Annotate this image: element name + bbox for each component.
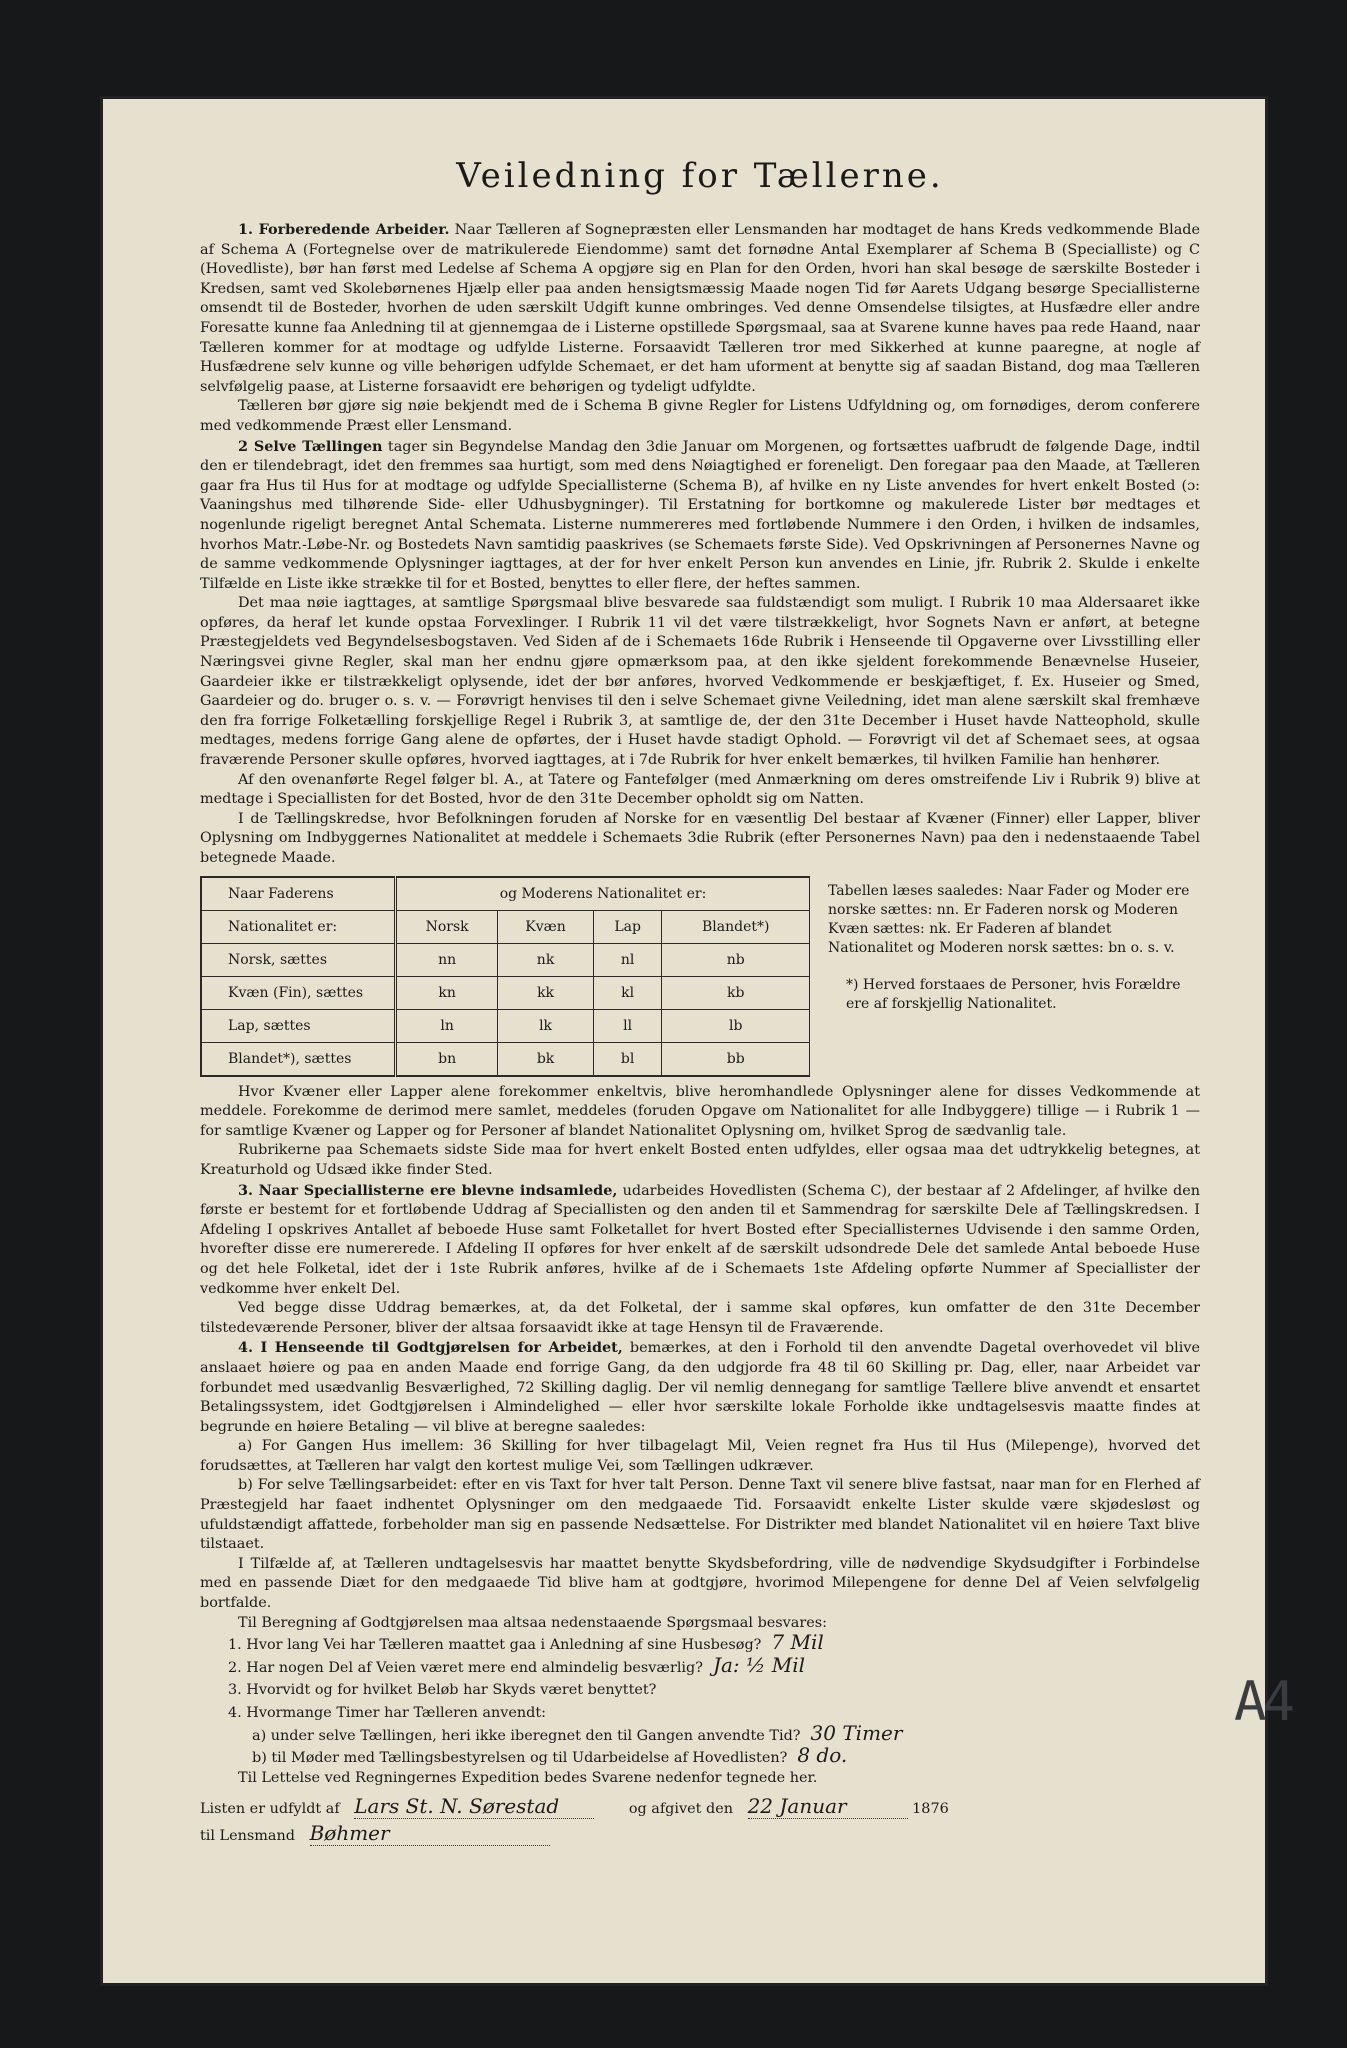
- section-2-paragraph-6: Rubrikerne paa Schemaets sidste Side maa for hvert enkelt Bosted enten udfyldes, eller ogsaa maa det udtrykkelig betegnes, at Kreaturhold og Udsæd ikke finder Sted.: [200, 1142, 1200, 1178]
- question-text: 2. Har nogen Del af Veien været mere end almindelig besværlig?: [228, 1659, 703, 1676]
- question-item: [228, 1678, 1200, 1701]
- table-cell: lk: [498, 1009, 594, 1042]
- section-1-paragraph: [200, 220, 1200, 397]
- table-cell: nn: [396, 943, 498, 976]
- handwritten-name: Lars St. N. Sørestad: [354, 1794, 594, 1819]
- section-4-heading: 4. I Henseende til Godtgjørelsen for Arbeidet,: [238, 1339, 623, 1357]
- signature-block: [200, 1794, 1200, 1848]
- questions-list: [200, 1630, 1200, 1769]
- filled-by-line: [200, 1794, 1200, 1821]
- closing-line: Til Lettelse ved Regningernes Expedition bedes Svarene nedenfor tegnede her.: [238, 1769, 818, 1786]
- handwritten-answer: 8 do.: [797, 1743, 848, 1768]
- section-4-item-b: b) For selve Tællingsarbeidet: efter en vis Taxt for hver talt Person. Denne Taxt vil senere blive fastsat, naar man for en Flerhed af Præstegjeld har faaet indhentet Oplysninger om den medgaaede Tid. Forsaavidt enkelte Lister skulde være skjødesløst og ufuldstændigt affattede, forbeholder man sig en passende Nedsættelse. For Distrikter med blandet Nationalitet vil en høiere Taxt blive tilstaaet.: [200, 1477, 1200, 1553]
- section-4-paragraph-3: Til Beregning af Godtgjørelsen maa altsaa nedenstaaende Spørgsmaal besvares:: [238, 1614, 828, 1631]
- page-title: Veiledning for Tællerne.: [456, 156, 944, 196]
- handwritten-answer: 7 Mil: [771, 1630, 824, 1655]
- table-cell: nl: [593, 943, 662, 976]
- table-cell: lb: [662, 1009, 810, 1042]
- table-cell: kn: [396, 976, 498, 1009]
- lensmand-label: til Lensmand: [200, 1828, 295, 1845]
- table-cell: kl: [593, 976, 662, 1009]
- handwritten-lensmand: Bøhmer: [310, 1821, 550, 1846]
- section-3-paragraph: [200, 1181, 1200, 1300]
- section-3-paragraph-2: Ved begge disse Uddrag bemærkes, at, da det Folketal, der i samme skal opføres, kun omfatter de den 31te December tilstedeværende Personer, bliver der altsaa forsaavidt ikke at tage Hensyn til de Fraværende.: [200, 1300, 1200, 1336]
- row-label: Blandet*), sættes: [201, 1042, 396, 1076]
- section-3-heading: 3. Naar Speciallisterne ere blevne indsamlede,: [238, 1181, 618, 1199]
- table-cell: nk: [498, 943, 594, 976]
- table-row: [201, 976, 810, 1009]
- question-item: [228, 1743, 1200, 1769]
- year-text: 1876: [912, 1801, 949, 1818]
- question-text: 1. Hvor lang Vei har Tælleren maattet gaa i Anledning af sine Husbesøg?: [228, 1637, 762, 1654]
- question-item: [228, 1652, 1200, 1679]
- lensmand-line: [200, 1821, 1200, 1848]
- section-2-paragraph-2: Det maa nøie iagttages, at samtlige Spørgsmaal blive besvarede saa fuldstændigt som muligt. I Rubrik 10 maa Aldersaaret ikke opføres, da heraf let kunde opstaa Forvexlinger. I Rubrik 11 vil det være tilstrækkeligt, hvor Sognets Navn er anført, at betegne Præstegjeldets ved Begyndelsesbogstaven. Ved Siden af de i Schemaets 16de Rubrik i Henseende til Opgaverne over Livsstilling eller Næringsvei givne Regler, skal man her endnu gjøre opmærksom paa, at den ikke sjeldent forekommende Benævnelse Huseier, Gaardeier ikke er tilstrækkeligt oplysende, idet der bør anføres, hvorved Vedkommende er beskjæftiget, f. Ex. Huseier og Smed, Gaardeier og do. bruger o. s. v. — Forøvrigt henvises til den i selve Schemaet givne Veiledning, idet man alene særskilt skal fremhæve den fra forrige Folketælling forskjellige Regel i Rubrik 3, at samtlige de, der den 31te December i Huset havde Natteophold, skulle medtages, medens forrige Gang alene de opførtes, der i Huset havde stadigt Ophold. — Forøvrigt vil det af Schemaet sees, at ogsaa fraværende Personer skulle opføres, hvorved iagttages, at i 7de Rubrik for hver enkelt bemærkes, til hvilken Familie han henhører.: [200, 595, 1200, 769]
- table-cell: kb: [662, 976, 810, 1009]
- handwritten-date: 22 Januar: [748, 1794, 908, 1819]
- section-2-text: tager sin Begyndelse Mandag den 3die Januar om Morgenen, og fortsættes uafbrudt de følgende Dage, indtil den er tilendebragt, idet den fremmes saa hurtigt, som med dens Nøiagtighed er foreneligt. Den foregaar paa den Maade, at Tælleren gaar fra Hus til Hus for at modtage og udfylde Speciallisterne (Schema B), af hvilke en ny Liste anvendes for hvert enkelt Bosted (ɔ: Vaaningshus med tilhørende Side- eller Udhusbygninger). Til Erstatning for bortkomne og makulerede Lister bør medtages et nogenlunde rigeligt beregnet Antal Schemata. Listerne nummereres med fortløbende Nummere i den Orden, i hvilken de indsamles, hvorhos Matr.-Løbe-Nr. og Bostedets Navn samtidig paaskrives (se Schemaets første Side). Ved Opskrivningen af Personernes Navne og de samme vedkommende Oplysninger iagttages, at der for hver enkelt Person kun anvendes en Linie, jfr. Rubrik 2. Skulde i enkelte Tilfælde en Liste ikke strække til for et Bosted, benyttes to eller flere, der heftes sammen.: [200, 438, 1201, 592]
- table-cell: ln: [396, 1009, 498, 1042]
- section-4-paragraph-2: I Tilfælde af, at Tælleren undtagelsesvis har maattet benytte Skydsbefordring, ville de nødvendige Skydsudgifter i Forbindelse med en passende Diæt for den medgaaede Tid blive ham at godtgjøre, hvorimod Milepengene for denne Del af Veien selvfølgelig bortfalde.: [200, 1555, 1200, 1612]
- column-header: Norsk: [396, 910, 498, 943]
- table-row: [201, 943, 810, 976]
- nationality-section: [200, 876, 1200, 1077]
- document-body: [200, 156, 1200, 1848]
- section-2-heading: 2 Selve Tællingen: [238, 437, 383, 455]
- table-footnote: *) Herved forstaaes de Personer, hvis Forældre ere af forskjellig Nationalitet.: [846, 976, 1181, 1012]
- section-3-text: udarbeides Hovedlisten (Schema C), der bestaar af 2 Afdelinger, af hvilke den første er bestemt for et fortløbende Uddrag af Speciallisten og den anden til et Sammendrag for særskilte Dele af Tællingskredsen. I Afdeling I opskrives Antallet af beboede Huse samt Folketallet for hvert Bosted efter Speciallisternes Udvisende i den samme Orden, hvorefter disse ere numererede. I Afdeling II opføres for hver enkelt af de særskilt udsondrede Dele det samlede Antal beboede Huse og det hele Folketal, idet der i 1ste Rubrik anføres, hvilke af de i Schemaets 1ste Afdeling opførte Nummer af Speciallister der vedkomme hver enkelt Del.: [200, 1182, 1200, 1297]
- handwritten-answer: 30 Timer: [810, 1720, 903, 1745]
- section-2-paragraph: [200, 437, 1200, 595]
- table-cell: nb: [662, 943, 810, 976]
- question-item: [228, 1701, 1200, 1724]
- table-corner-top: Naar Faderens: [201, 877, 396, 911]
- column-header: Blandet*): [662, 910, 810, 943]
- table-cell: bb: [662, 1042, 810, 1076]
- table-explanation: [828, 876, 1200, 1077]
- delivered-label: og afgivet den: [628, 1801, 733, 1818]
- table-note-text: Tabellen læses saaledes: Naar Fader og Moder ere norske sættes: nn. Er Faderen norsk og Moderen Kvæn sættes: nk. Er Faderen af blandet Nationalitet og Moderen norsk sættes: bn o. s. v.: [828, 882, 1190, 956]
- section-1-paragraph-2: Tælleren bør gjøre sig nøie bekjendt med de i Schema B givne Regler for Listens Udfyldning og, om fornødiges, derom conferere med vedkommende Præst eller Lensmand.: [200, 398, 1200, 434]
- column-header: Lap: [593, 910, 662, 943]
- question-text: 4. Hvormange Timer har Tælleren anvendt:: [228, 1705, 547, 1721]
- section-4-paragraph: [200, 1338, 1200, 1437]
- table-row: [201, 1042, 810, 1076]
- table-corner-bottom: Nationalitet er:: [201, 910, 396, 943]
- handwritten-answer: Ja: ½ Mil: [712, 1652, 806, 1677]
- table-cell: ll: [593, 1009, 662, 1042]
- table-cell: kk: [498, 976, 594, 1009]
- question-item: [228, 1720, 1200, 1747]
- row-label: Lap, sættes: [201, 1009, 396, 1042]
- filled-by-label: Listen er udfyldt af: [200, 1801, 340, 1818]
- column-header: Kvæn: [498, 910, 594, 943]
- section-2-paragraph-5: Hvor Kvæner eller Lapper alene forekommer enkeltvis, blive heromhandlede Oplysninger alene for disses Vedkommende at meddele. Forekomme de derimod mere samlet, meddeles (foruden Opgave om Nationalitet for alle Indbyggere) tillige — i Rubrik 1 — for samtlige Kvæner og Lapper og for Personer af blandet Nationalitet Oplysning om, hvilket Sprog de sædvanlig tale.: [200, 1083, 1200, 1139]
- question-text: 3. Hvorvidt og for hvilket Beløb har Skyds været benyttet?: [228, 1682, 657, 1699]
- row-label: Kvæn (Fin), sættes: [201, 976, 396, 1009]
- question-text: b) til Møder med Tællingsbestyrelsen og til Udarbeidelse af Hovedlisten?: [252, 1750, 788, 1767]
- mother-header: og Moderens Nationalitet er:: [396, 877, 810, 911]
- table-cell: bl: [593, 1042, 662, 1076]
- row-label: Norsk, sættes: [201, 943, 396, 976]
- section-1-text: Naar Tælleren af Sognepræsten eller Lensmanden har modtaget de hans Kreds vedkommende Blade af Schema A (Fortegnelse over de matrikulerede Eiendomme) samt det fornødne Antal Exemplarer af Schema B (Specialliste) og C (Hovedliste), bør han først med Ledelse af Schema A opgjøre sig en Plan for den Orden, hvori han skal besøge de særskilte Bosteder i Kredsen, samt ved Skolebørnenes Hjælp eller paa anden hensigtsmæssig Maade nogen Tid før Aarets Udgang besørge Speciallisterne omsendt til de Bosteder, hvorhen de uden særskilt Udgift kunne ombringes. Ved denne Omsendelse tilsigtes, at Husfædre eller andre Foresatte kunne faa Anledning til at gjennemgaa de i Listerne opstillede Spørgsmaal, saa at Svarene kunne haves paa rede Haand, naar Tælleren kommer for at modtage og udfylde Listerne. Forsaavidt Tælleren tror med Sikkerhed at kunne paaregne, at nogle af Husfædrene selv kunne og ville behørigen udfylde Schemaet, er det ham uforment at benytte sig af saadan Bistand, dog maa Tælleren selvfølgelig paase, at Listerne forsaavidt ere behørigen og tydeligt udfyldte.: [200, 222, 1200, 395]
- nationality-table: [200, 876, 810, 1077]
- question-text: a) under selve Tællingen, heri ikke iberegnet den til Gangen anvendte Tid?: [252, 1727, 801, 1744]
- section-2-paragraph-4: I de Tællingskredse, hvor Befolkningen foruden af Norske for en væsentlig Del bestaar af Kvæner (Finner) eller Lapper, bliver Oplysning om Indbyggernes Nationalitet at meddele i Schemaets 3die Rubrik (efter Personernes Navn) paa den i nedenstaaende Tabel betegnede Maade.: [200, 810, 1200, 866]
- table-row: [201, 1009, 810, 1042]
- margin-mark: A4: [1234, 1670, 1292, 1733]
- section-1-heading: 1. Forberedende Arbeider.: [238, 221, 450, 238]
- section-4-text: bemærkes, at den i Forhold til den anvendte Dagetal overhovedet vil blive anslaaet høiere og paa en anden Maade end forrige Gang, da den udgjorde fra 48 til 60 Skilling pr. Dag, eller, naar Arbeidet var forbundet med usædvanlig Besværlighed, 72 Skilling daglig. Der vil nemlig dennegang for samtlige Tællere blive anvendt et ensartet Betalingssystem, idet Godtgjørelsen i Almindelighed — eller hvor særskilte lokale Forholde ikke undtagelsesvis maatte findes at begrunde en høiere Betaling — vil blive at beregne saaledes:: [200, 1340, 1200, 1435]
- table-cell: bk: [498, 1042, 594, 1076]
- document-page: [100, 96, 1268, 1986]
- section-2-paragraph-3: Af den ovenanførte Regel følger bl. A., at Tatere og Fantefølger (med Anmærkning om deres omstreifende Liv i Rubrik 9) blive at medtage i Speciallisten for det Bosted, hvor de den 31te December opholdt sig om Natten.: [200, 771, 1200, 808]
- section-4-item-a: a) For Gangen Hus imellem: 36 Skilling for hver tilbagelagt Mil, Veien regnet fra Hus til Hus (Milepenge), hvorved det forudsættes, at Tælleren har valgt den kortest mulige Vei, som Tællingen udkræver.: [200, 1438, 1200, 1474]
- table-cell: bn: [396, 1042, 498, 1076]
